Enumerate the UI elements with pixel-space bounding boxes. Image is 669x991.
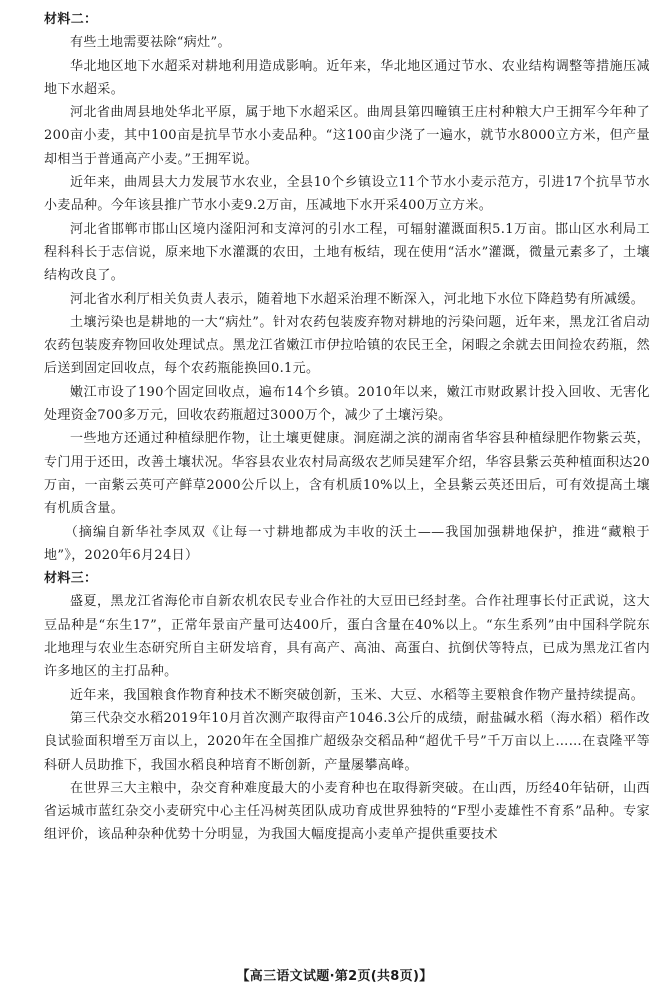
page-footer: 【高三语文试题·第2页(共8页)】 [236,969,433,984]
paragraph: 河北省邯郸市邯山区境内滏阳河和支漳河的引水工程，可辐射灌溉面积5.1万亩。邯山区水利局工程科科长于志信说，原来地下水灌溉的农田，土地有板结，现在使用“活水”灌溉，微量元素多了，土壤结构改良了。 [44,221,650,284]
paragraph: 河北省曲周县地处华北平原，属于地下水超采区。曲周县第四疃镇王庄村种粮大户王拥军今年种了200亩小麦，其中100亩是抗旱节水小麦品种。“这100亩少浇了一遍水，就节水8000立方米，但产量却相当于普通高产小麦。”王拥军说。 [44,105,650,167]
section-heading-material-3: 材料三： [44,571,98,587]
paragraph: 华北地区地下水超采对耕地利用造成影响。近年来，华北地区通过节水、农业结构调整等措施压减地下水超采。 [44,58,650,97]
paragraph: 盛夏，黑龙江省海伦市自新农机农民专业合作社的大豆田已经封垄。合作社理事长付正武说，这大豆品种是“东生17”，正常年景亩产量可达400斤，蛋白含量在40%以上。“东生系列”由中国科学院东北地理与农业生态研究所自主研发培育，具有高产、高油、高蛋白、抗倒伏等特点，已成为黑龙江省内许多地区的主打品种。 [44,594,650,680]
section-heading-material-2: 材料二： [44,12,98,27]
paragraph: 近年来，曲周县大力发展节水农业，全县10个乡镇设立11个节水小麦示范方，引进17个抗旱节水小麦品种。今年该县推广节水小麦9.2万亩，压减地下水开采400万立方米。 [44,175,650,214]
paragraph: 第三代杂交水稻2019年10月首次测产取得亩产1046.3公斤的成绩，耐盐碱水稻（海水稻）稻作改良试验面积增至万亩以上，2020年在全国推广超级杂交稻品种“超优千号”千万亩以上……在袁隆平等科研人员助推下，我国水稻良种培育不断创新，产量屡攀高峰。 [44,710,650,773]
paragraph: 土壤污染也是耕地的一大“病灶”。针对农药包装废弃物对耕地的污染问题，近年来，黑龙江省启动农药包装废弃物回收处理试点。黑龙江省嫩江市伊拉哈镇的农民王全，闲暇之余就去田间捡农药瓶，然后送到固定回收点，每个农药瓶能换回0.1元。 [44,314,650,377]
paragraph: 在世界三大主粮中，杂交育种难度最大的小麦育种也在取得新突破。在山西，历经40年钻研，山西省运城市蓝红杂交小麦研究中心主任冯树英团队成功育成世界独特的“F型小麦雄性不育系”品种。专家组评价，该品种杂种优势十分明显，为我国大幅度提高小麦单产提供重要技术 [44,780,650,843]
paragraph: 有些土地需要祛除“病灶”。 [70,35,231,51]
paragraph: 嫩江市设了190个固定回收点，遍布14个乡镇。2010年以来，嫩江市财政累计投入回收、无害化处理资金700多万元，回收农药瓶超过3000万个，减少了土壤污染。 [44,384,650,424]
paragraph: 河北省水利厅相关负责人表示，随着地下水超采治理不断深入，河北地下水位下降趋势有所减缓。 [70,291,645,307]
paragraph: 一些地方还通过种植绿肥作物，让土壤更健康。洞庭湖之滨的湖南省华容县种植绿肥作物紫云英，专门用于还田，改善土壤状况。华容县农业农村局高级农艺师吴建军介绍，华容县紫云英种植面积达20万亩，一亩紫云英可产鲜草2000公斤以上，含有机质10%以上，全县紫云英还田后，可有效提高土壤有机质含量。 [44,431,650,517]
source-citation: （摘编自新华社李凤双《让每一寸耕地都成为丰收的沃土——我国加强耕地保护，推进“藏粮于地”》，2020年6月24日） [44,524,650,563]
page-content [44,8,650,847]
paragraph: 近年来，我国粮食作物育种技术不断突破创新，玉米、大豆、水稻等主要粮食作物产量持续提高。 [70,687,645,703]
